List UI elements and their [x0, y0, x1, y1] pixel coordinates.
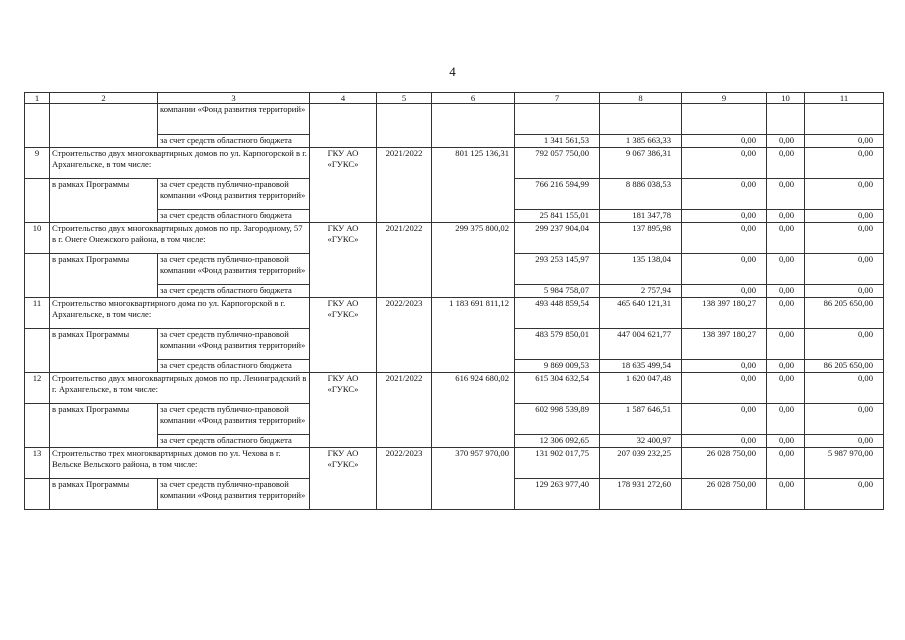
value-cell: 32 400,97	[600, 435, 682, 448]
item-number: 10	[25, 223, 50, 254]
value-cell: 0,00	[682, 135, 767, 148]
value-cell: 131 902 017,75	[515, 448, 600, 479]
value-cell: 1 341 561,53	[515, 135, 600, 148]
value-cell: 0,00	[682, 210, 767, 223]
value-cell: 0,00	[767, 360, 805, 373]
value-cell: 26 028 750,00	[682, 479, 767, 510]
table-row	[25, 373, 884, 404]
cell	[25, 329, 50, 373]
value-cell: 1 620 047,48	[600, 373, 682, 404]
cell	[767, 104, 805, 135]
value-cell: 26 028 750,00	[682, 448, 767, 479]
item-number: 11	[25, 298, 50, 329]
value-cell: 0,00	[767, 148, 805, 179]
cost-cell: 616 924 680,02	[432, 373, 515, 448]
source-cell: за счет средств публично-правовой компании «Фонд развития территорий»	[158, 254, 310, 285]
value-cell: 0,00	[682, 223, 767, 254]
value-cell: 0,00	[805, 210, 884, 223]
cell	[377, 104, 432, 148]
cell	[25, 254, 50, 298]
col-header: 6	[432, 93, 515, 104]
value-cell: 0,00	[805, 179, 884, 210]
value-cell: 0,00	[767, 404, 805, 435]
page-number: 4	[449, 64, 456, 79]
value-cell: 0,00	[767, 254, 805, 285]
source-cell: за счет средств публично-правовой компании «Фонд развития территорий»	[158, 179, 310, 210]
value-cell: 465 640 121,31	[600, 298, 682, 329]
value-cell: 447 004 621,77	[600, 329, 682, 360]
value-cell: 207 039 232,25	[600, 448, 682, 479]
value-cell: 0,00	[805, 223, 884, 254]
value-cell: 0,00	[767, 448, 805, 479]
col-header: 7	[515, 93, 600, 104]
executor-cell: ГКУ АО «ГУКС»	[310, 448, 377, 510]
program-cell: в рамках Программы	[50, 254, 158, 298]
value-cell: 9 869 009,53	[515, 360, 600, 373]
value-cell: 0,00	[682, 285, 767, 298]
value-cell: 0,00	[682, 373, 767, 404]
table-row	[25, 223, 884, 254]
cost-cell: 801 125 136,31	[432, 148, 515, 223]
period-cell: 2021/2022	[377, 148, 432, 223]
item-name: Строительство трех многоквартирных домов по ул. Чехова в г. Вельске Вельского района, в том числе:	[50, 448, 310, 479]
source-cell: за счет средств областного бюджета	[158, 210, 310, 223]
period-cell: 2022/2023	[377, 298, 432, 373]
executor-cell: ГКУ АО «ГУКС»	[310, 298, 377, 373]
executor-cell: ГКУ АО «ГУКС»	[310, 223, 377, 298]
table-row	[25, 448, 884, 479]
value-cell: 0,00	[767, 298, 805, 329]
source-cell: за счет средств публично-правовой компании «Фонд развития территорий»	[158, 329, 310, 360]
source-cell: компании «Фонд развития территорий»	[158, 104, 310, 135]
value-cell: 483 579 850,01	[515, 329, 600, 360]
value-cell: 2 757,94	[600, 285, 682, 298]
cell	[600, 104, 682, 135]
period-cell: 2022/2023	[377, 448, 432, 510]
value-cell: 9 067 386,31	[600, 148, 682, 179]
value-cell: 138 397 180,27	[682, 329, 767, 360]
value-cell: 5 984 758,07	[515, 285, 600, 298]
col-header: 9	[682, 93, 767, 104]
value-cell: 1 587 646,51	[600, 404, 682, 435]
item-number: 9	[25, 148, 50, 179]
value-cell: 178 931 272,60	[600, 479, 682, 510]
table-row	[25, 104, 884, 135]
value-cell: 0,00	[767, 435, 805, 448]
col-header: 4	[310, 93, 377, 104]
cell	[25, 179, 50, 223]
cost-cell: 299 375 800,02	[432, 223, 515, 298]
value-cell: 86 205 650,00	[805, 360, 884, 373]
value-cell: 0,00	[767, 223, 805, 254]
cell	[805, 104, 884, 135]
cell	[682, 104, 767, 135]
value-cell: 0,00	[805, 329, 884, 360]
cost-cell: 370 957 970,00	[432, 448, 515, 510]
cell	[310, 104, 377, 148]
value-cell: 0,00	[682, 179, 767, 210]
header-row	[25, 93, 884, 104]
value-cell: 137 895,98	[600, 223, 682, 254]
table-row	[25, 148, 884, 179]
col-header: 8	[600, 93, 682, 104]
cell	[432, 104, 515, 148]
value-cell: 0,00	[805, 135, 884, 148]
col-header: 3	[158, 93, 310, 104]
value-cell: 0,00	[805, 285, 884, 298]
value-cell: 0,00	[767, 285, 805, 298]
item-name: Строительство двух многоквартирных домов по пр. Ленинградский в г. Архангельске, в том числе:	[50, 373, 310, 404]
cost-cell: 1 183 691 811,12	[432, 298, 515, 373]
source-cell: за счет средств областного бюджета	[158, 135, 310, 148]
executor-cell: ГКУ АО «ГУКС»	[310, 373, 377, 448]
value-cell: 0,00	[767, 179, 805, 210]
source-cell: за счет средств областного бюджета	[158, 285, 310, 298]
cell	[515, 104, 600, 135]
executor-cell: ГКУ АО «ГУКС»	[310, 148, 377, 223]
value-cell: 0,00	[682, 360, 767, 373]
source-cell: за счет средств публично-правовой компании «Фонд развития территорий»	[158, 404, 310, 435]
col-header: 11	[805, 93, 884, 104]
value-cell: 0,00	[682, 435, 767, 448]
program-cell: в рамках Программы	[50, 404, 158, 448]
value-cell: 0,00	[767, 210, 805, 223]
value-cell: 0,00	[805, 254, 884, 285]
value-cell: 0,00	[682, 254, 767, 285]
value-cell: 0,00	[805, 148, 884, 179]
program-cell: в рамках Программы	[50, 329, 158, 373]
value-cell: 135 138,04	[600, 254, 682, 285]
value-cell: 0,00	[682, 404, 767, 435]
program-cell: в рамках Программы	[50, 179, 158, 223]
item-number: 13	[25, 448, 50, 479]
value-cell: 615 304 632,54	[515, 373, 600, 404]
value-cell: 792 057 750,00	[515, 148, 600, 179]
col-header: 10	[767, 93, 805, 104]
budget-table	[24, 92, 884, 510]
value-cell: 12 306 092,65	[515, 435, 600, 448]
value-cell: 602 998 539,89	[515, 404, 600, 435]
program-cell: в рамках Программы	[50, 479, 158, 510]
value-cell: 293 253 145,97	[515, 254, 600, 285]
value-cell: 0,00	[767, 135, 805, 148]
source-cell: за счет средств публично-правовой компании «Фонд развития территорий»	[158, 479, 310, 510]
value-cell: 0,00	[805, 435, 884, 448]
cell	[25, 479, 50, 510]
value-cell: 493 448 859,54	[515, 298, 600, 329]
source-cell: за счет средств областного бюджета	[158, 360, 310, 373]
table-row	[25, 298, 884, 329]
source-cell: за счет средств областного бюджета	[158, 435, 310, 448]
cell	[50, 104, 158, 148]
value-cell: 181 347,78	[600, 210, 682, 223]
value-cell: 0,00	[682, 148, 767, 179]
value-cell: 0,00	[805, 479, 884, 510]
value-cell: 0,00	[767, 373, 805, 404]
value-cell: 299 237 904,04	[515, 223, 600, 254]
item-name: Строительство двух многоквартирных домов по ул. Карпогорской в г. Архангельске, в том числе:	[50, 148, 310, 179]
value-cell: 8 886 038,53	[600, 179, 682, 210]
value-cell: 86 205 650,00	[805, 298, 884, 329]
value-cell: 766 216 594,99	[515, 179, 600, 210]
value-cell: 25 841 155,01	[515, 210, 600, 223]
item-number: 12	[25, 373, 50, 404]
value-cell: 18 635 499,54	[600, 360, 682, 373]
value-cell: 138 397 180,27	[682, 298, 767, 329]
item-name: Строительство двух многоквартирных домов по пр. Загородному, 57 в г. Онеге Онежского района, в том числе:	[50, 223, 310, 254]
period-cell: 2021/2022	[377, 223, 432, 298]
value-cell: 129 263 977,40	[515, 479, 600, 510]
period-cell: 2021/2022	[377, 373, 432, 448]
cell	[25, 104, 50, 148]
value-cell: 0,00	[805, 373, 884, 404]
value-cell: 0,00	[767, 329, 805, 360]
item-name: Строительство многоквартирного дома по ул. Карпогорской в г. Архангельске, в том числе:	[50, 298, 310, 329]
value-cell: 0,00	[767, 479, 805, 510]
cell	[25, 404, 50, 448]
col-header: 5	[377, 93, 432, 104]
col-header: 2	[50, 93, 158, 104]
col-header: 1	[25, 93, 50, 104]
value-cell: 1 385 663,33	[600, 135, 682, 148]
value-cell: 0,00	[805, 404, 884, 435]
value-cell: 5 987 970,00	[805, 448, 884, 479]
